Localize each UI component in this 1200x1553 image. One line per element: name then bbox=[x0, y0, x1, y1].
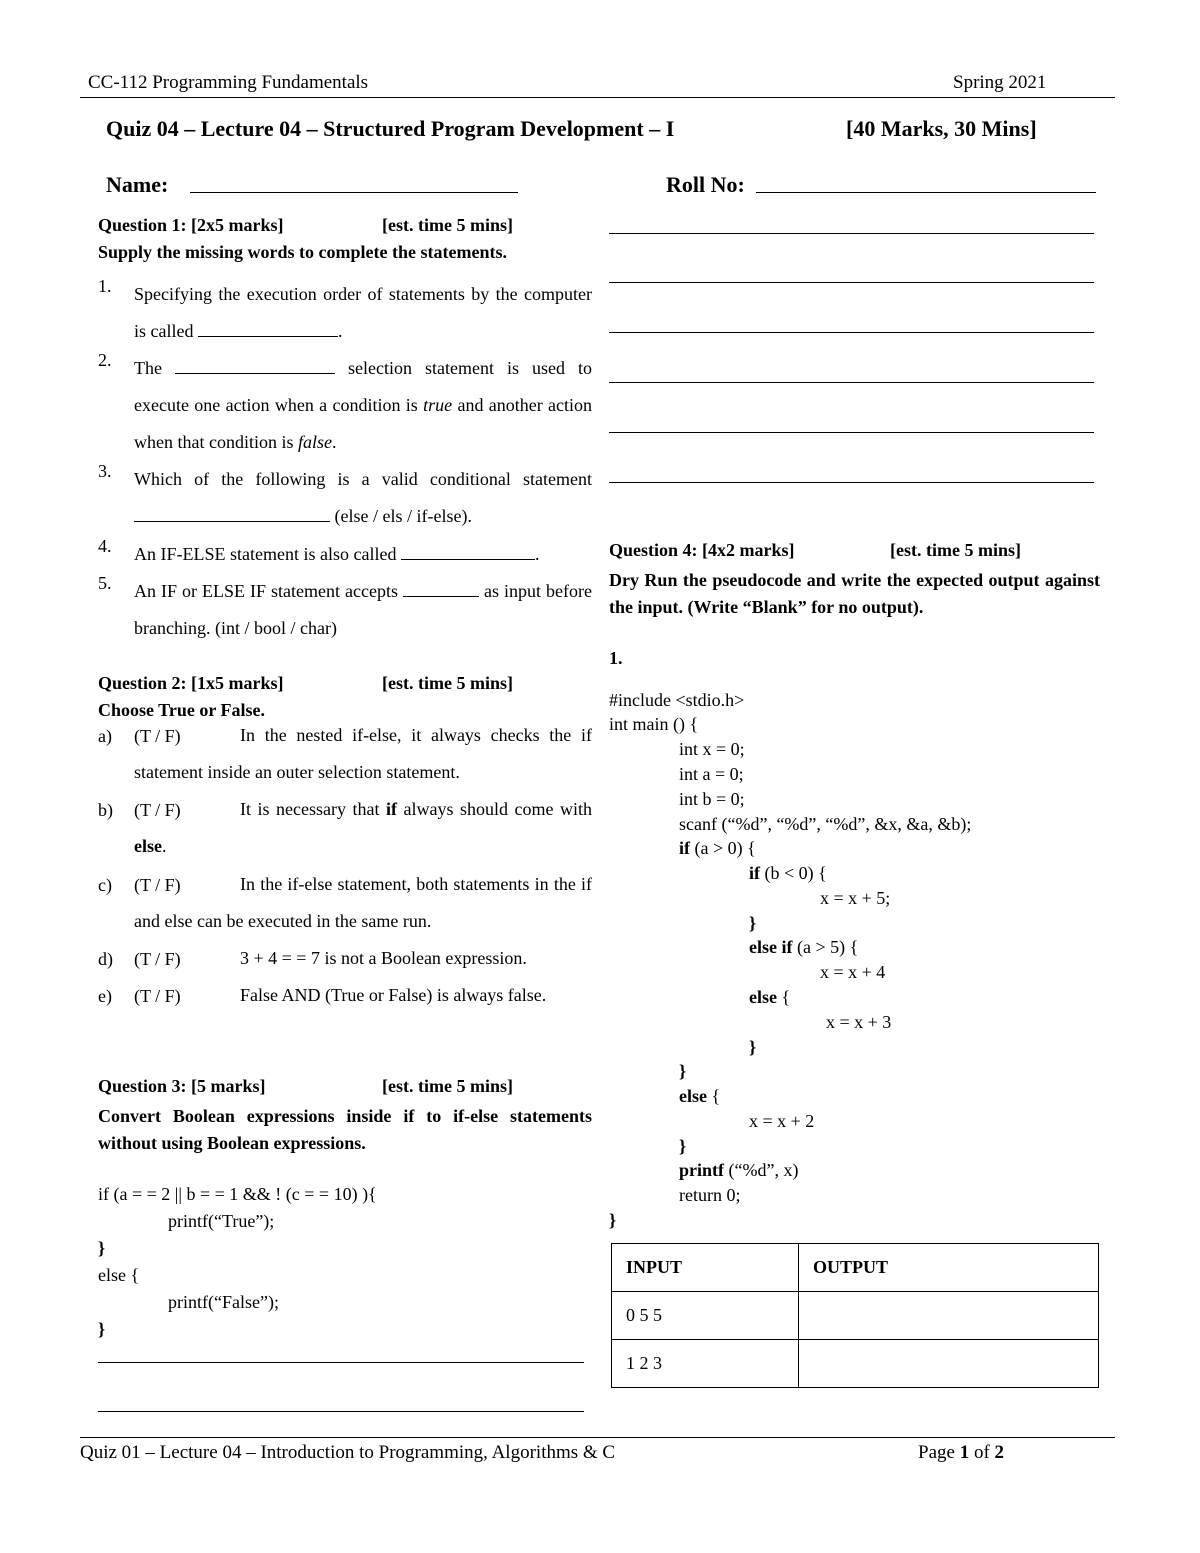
footer-text: Quiz 01 – Lecture 04 – Introduction to Programming, Algorithms & C bbox=[80, 1442, 616, 1463]
name-label: Name: bbox=[106, 172, 169, 197]
item-text: Specifying the execution order of statements by the computer is called bbox=[134, 284, 592, 341]
keyword: else bbox=[749, 987, 777, 1007]
q1-item-2 bbox=[98, 350, 592, 461]
footer-rule bbox=[80, 1437, 1115, 1438]
q2-item-e bbox=[98, 977, 592, 1014]
page-number bbox=[918, 1442, 1004, 1464]
table-header: OUTPUT bbox=[799, 1244, 1099, 1292]
answer-blank[interactable] bbox=[403, 582, 479, 597]
keyword: else bbox=[134, 836, 162, 856]
output-cell[interactable] bbox=[799, 1340, 1099, 1388]
code-text: (b < 0) { bbox=[764, 863, 827, 883]
q1-time: [est. time 5 mins] bbox=[382, 215, 513, 235]
q4-code-line: int main () { bbox=[609, 714, 699, 734]
table-row bbox=[612, 1340, 1099, 1388]
q3-time: [est. time 5 mins] bbox=[382, 1076, 513, 1096]
page-label: Page bbox=[918, 1442, 955, 1463]
code-text: (a > 0) { bbox=[694, 838, 756, 858]
tf-choice[interactable]: (T / F) bbox=[134, 800, 181, 820]
item-letter: c) bbox=[98, 875, 112, 895]
quiz-marks: [40 Marks, 30 Mins] bbox=[846, 116, 1037, 141]
q4-heading: Question 4: [4x2 marks] bbox=[609, 540, 795, 560]
item-text-end: . bbox=[534, 544, 540, 564]
item-number: 4. bbox=[98, 536, 112, 556]
q2-item-a bbox=[98, 717, 592, 791]
quiz-title: Quiz 04 – Lecture 04 – Structured Program Development – I bbox=[106, 116, 675, 141]
q2-time: [est. time 5 mins] bbox=[382, 673, 513, 693]
answer-line[interactable] bbox=[609, 282, 1094, 283]
q4-code-line: } bbox=[749, 913, 757, 933]
item-text-end: . bbox=[337, 321, 343, 341]
answer-line[interactable] bbox=[609, 233, 1094, 234]
answer-line[interactable] bbox=[609, 382, 1094, 383]
tf-choice[interactable]: (T / F) bbox=[134, 986, 181, 1006]
item-text: as input before branching. (int / bool / char) bbox=[134, 581, 593, 638]
q4-code-line: } bbox=[679, 1136, 687, 1156]
table-header: INPUT bbox=[612, 1244, 799, 1292]
item-italic: false bbox=[297, 432, 332, 452]
item-text: selection statement is used to execute one action when a condition is bbox=[134, 358, 593, 415]
q4-code-line: int x = 0; bbox=[679, 739, 745, 759]
q2-item-c bbox=[98, 866, 592, 940]
item-text-end: . bbox=[331, 432, 337, 452]
item-number: 5. bbox=[98, 573, 112, 593]
input-cell: 0 5 5 bbox=[612, 1292, 799, 1340]
keyword: if bbox=[749, 863, 760, 883]
code-text: { bbox=[711, 1086, 721, 1106]
q4-code-line: return 0; bbox=[679, 1185, 741, 1205]
answer-blank[interactable] bbox=[175, 359, 335, 374]
item-number: 2. bbox=[98, 350, 112, 370]
q3-code-line: if (a = = 2 || b = = 1 && ! (c = = 10) ){ bbox=[98, 1184, 377, 1204]
table-row bbox=[612, 1292, 1099, 1340]
q4-code-line: x = x + 3 bbox=[826, 1012, 892, 1032]
item-text: In the nested if-else, it always checks the if statement inside an outer selection statement. bbox=[134, 725, 592, 782]
q3-code-line: } bbox=[98, 1319, 106, 1339]
q4-code-line bbox=[749, 863, 827, 884]
keyword: else bbox=[679, 1086, 707, 1106]
item-letter: e) bbox=[98, 986, 112, 1006]
item-number: 3. bbox=[98, 461, 112, 481]
q2-item-d bbox=[98, 940, 592, 977]
item-text: False AND (True or False) is always false. bbox=[240, 985, 547, 1005]
keyword: else if bbox=[749, 937, 793, 957]
q4-code-line: } bbox=[749, 1037, 757, 1057]
q4-code-line: x = x + 4 bbox=[820, 962, 886, 982]
q3-code-line: printf(“True”); bbox=[168, 1211, 275, 1231]
item-text: In the if-else statement, both statements in the if and else can be executed in the same run. bbox=[134, 874, 592, 931]
q1-item-5 bbox=[98, 573, 592, 647]
answer-line[interactable] bbox=[609, 332, 1094, 333]
answer-line[interactable] bbox=[609, 482, 1094, 483]
q1-item-1 bbox=[98, 276, 592, 350]
table-header-row bbox=[612, 1244, 1099, 1292]
q4-code-line: } bbox=[679, 1061, 687, 1081]
code-text: (“%d”, x) bbox=[728, 1160, 799, 1180]
tf-choice[interactable]: (T / F) bbox=[134, 949, 181, 969]
item-number: 1. bbox=[98, 276, 112, 296]
q1-item-3 bbox=[98, 461, 592, 535]
q4-code-line bbox=[679, 1086, 720, 1107]
item-letter: a) bbox=[98, 726, 112, 746]
q2-item-b bbox=[98, 791, 592, 865]
q3-code-line: printf(“False”); bbox=[168, 1292, 279, 1312]
input-cell: 1 2 3 bbox=[612, 1340, 799, 1388]
q4-code-line: x = x + 2 bbox=[749, 1111, 815, 1131]
item-text: An IF or ELSE IF statement accepts bbox=[134, 581, 398, 601]
header-rule bbox=[80, 97, 1115, 98]
answer-line[interactable] bbox=[609, 432, 1094, 433]
item-text: and another action when that condition is bbox=[134, 395, 593, 452]
q4-instruction: Dry Run the pseudocode and write the expected output against the input. (Write “Blank” for no output). bbox=[609, 570, 1100, 617]
item-italic: true bbox=[423, 395, 453, 415]
q4-code-line bbox=[749, 987, 790, 1008]
item-text: Which of the following is a valid conditional statement bbox=[134, 469, 592, 489]
q4-code-line: int b = 0; bbox=[679, 789, 745, 809]
item-text: (else / els / if-else). bbox=[334, 506, 472, 526]
item-text: 3 + 4 = = 7 is not a Boolean expression. bbox=[240, 948, 527, 968]
tf-choice[interactable]: (T / F) bbox=[134, 875, 181, 895]
q3-code-line: else { bbox=[98, 1265, 140, 1285]
item-text-end: . bbox=[161, 836, 167, 856]
roll-field[interactable] bbox=[756, 192, 1096, 193]
q4-code-line: #include <stdio.h> bbox=[609, 690, 745, 710]
item-letter: b) bbox=[98, 800, 113, 820]
q3-instruction: Convert Boolean expressions inside if to if-else statements without using Boolean expressions. bbox=[98, 1106, 592, 1153]
tf-choice[interactable]: (T / F) bbox=[134, 726, 181, 746]
q4-code-line: } bbox=[609, 1210, 617, 1230]
item-letter: d) bbox=[98, 949, 113, 969]
q3-code-line: } bbox=[98, 1238, 106, 1258]
q4-code-line bbox=[679, 1160, 798, 1181]
q1-item-4 bbox=[98, 536, 592, 573]
code-text: { bbox=[781, 987, 791, 1007]
page-total: 2 bbox=[994, 1442, 1005, 1463]
answer-blank[interactable] bbox=[198, 322, 338, 337]
keyword: if bbox=[679, 838, 690, 858]
output-cell[interactable] bbox=[799, 1292, 1099, 1340]
q4-code-line bbox=[749, 937, 858, 958]
q1-heading: Question 1: [2x5 marks] bbox=[98, 215, 284, 235]
answer-line[interactable] bbox=[98, 1362, 584, 1363]
item-text: It is necessary that bbox=[240, 799, 380, 819]
page-of: of bbox=[973, 1442, 990, 1463]
io-table bbox=[611, 1243, 1099, 1388]
q1-instruction: Supply the missing words to complete the statements. bbox=[98, 242, 507, 262]
q4-code-line: scanf (“%d”, “%d”, “%d”, &x, &a, &b); bbox=[679, 814, 972, 834]
q4-code-line bbox=[679, 838, 756, 859]
q4-code-line: int a = 0; bbox=[679, 764, 744, 784]
q2-instruction: Choose True or False. bbox=[98, 700, 265, 720]
keyword: if bbox=[386, 799, 397, 819]
item-text: An IF-ELSE statement is also called bbox=[134, 544, 397, 564]
answer-blank[interactable] bbox=[134, 507, 330, 522]
page-current: 1 bbox=[959, 1442, 970, 1463]
q4-code-line: x = x + 5; bbox=[820, 888, 891, 908]
keyword: printf bbox=[679, 1160, 724, 1180]
item-text: The bbox=[134, 358, 162, 378]
item-text: always should come with bbox=[403, 799, 593, 819]
term-header: Spring 2021 bbox=[953, 72, 1047, 93]
q2-heading: Question 2: [1x5 marks] bbox=[98, 673, 284, 693]
q3-heading: Question 3: [5 marks] bbox=[98, 1076, 266, 1096]
code-text: (a > 5) { bbox=[796, 937, 859, 957]
answer-blank[interactable] bbox=[401, 545, 535, 560]
roll-label: Roll No: bbox=[666, 172, 745, 197]
course-header: CC-112 Programming Fundamentals bbox=[88, 72, 369, 93]
answer-line[interactable] bbox=[98, 1411, 584, 1412]
q4-subnumber: 1. bbox=[609, 648, 623, 668]
q4-time: [est. time 5 mins] bbox=[890, 540, 1021, 560]
name-field[interactable] bbox=[190, 192, 518, 193]
